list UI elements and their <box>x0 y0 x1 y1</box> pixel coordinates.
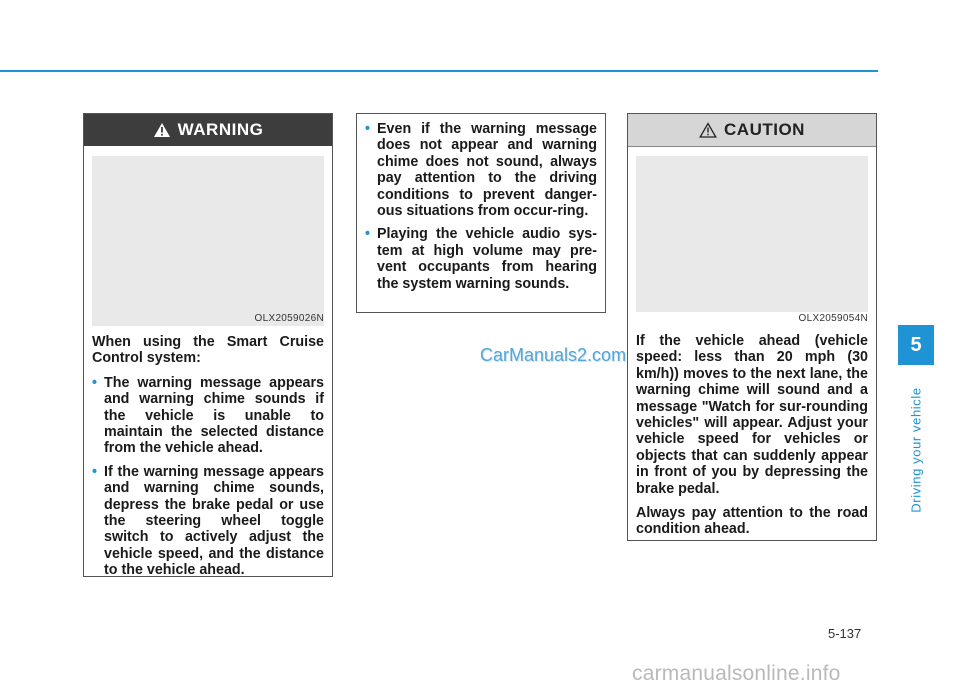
warning-image-code: OLX2059026N <box>254 313 324 324</box>
continued-bullet-item: • Playing the vehicle audio sys-tem at high volume may pre-vent occupants from hearing the system warning sounds. <box>365 226 597 292</box>
caution-title: CAUTION <box>724 120 805 139</box>
caution-paragraph: If the vehicle ahead (vehicle speed: less than 20 mph (30 km/h)) moves to the next lane, the warning chime will sound and a message "Watch for sur-rounding vehicles" will appear. Adjust your vehicle speed for vehicles or objects that can suddenly appear in front of you by depressing the brake pedal. <box>636 333 868 497</box>
caution-triangle-icon <box>699 122 717 138</box>
chapter-title: Driving your vehicle <box>908 387 924 513</box>
caution-header <box>628 114 876 147</box>
caution-image-code: OLX2059054N <box>798 313 868 324</box>
bullet-icon: • <box>365 121 371 137</box>
caution-body <box>636 333 868 546</box>
bullet-icon: • <box>92 463 98 480</box>
continued-warning-box <box>356 113 606 313</box>
warning-bullet-list <box>92 375 324 579</box>
continued-warning-body <box>365 121 597 299</box>
bullet-icon: • <box>92 374 98 391</box>
warning-intro: When using the Smart Cruise Control system: <box>92 334 324 367</box>
page-number: 5-137 <box>828 626 862 641</box>
caution-illustration <box>636 156 868 312</box>
watermark-bottom: carmanualsonline.info <box>632 662 841 685</box>
warning-illustration <box>92 156 324 326</box>
continued-bullet-list <box>365 121 597 292</box>
watermark-center: CarManuals2.com <box>480 345 627 365</box>
warning-triangle-icon <box>153 122 171 138</box>
warning-box <box>83 113 333 577</box>
top-rule <box>0 70 878 72</box>
warning-bullet-item: • The warning message appears and warning chime sounds if the vehicle is unable to maintain the selected distance from the vehicle ahead. <box>92 374 324 457</box>
warning-bullet-item: • If the warning message appears and warning chime sounds, depress the brake pedal or use the steering wheel toggle switch to actively adjust the vehicle speed, and the distance to the vehicle ahead. <box>92 463 324 579</box>
caution-paragraph: Always pay attention to the road condition ahead. <box>636 505 868 538</box>
caution-box <box>627 113 877 541</box>
continued-bullet-item: • Even if the warning message does not appear and warning chime does not sound, always pay attention to the driving conditions to prevent danger-ous situations from occur-ring. <box>365 121 597 220</box>
warning-body <box>92 334 324 586</box>
warning-header <box>84 114 332 146</box>
chapter-tab: 5 <box>898 325 934 365</box>
warning-title: WARNING <box>177 120 264 139</box>
bullet-icon: • <box>365 226 371 243</box>
